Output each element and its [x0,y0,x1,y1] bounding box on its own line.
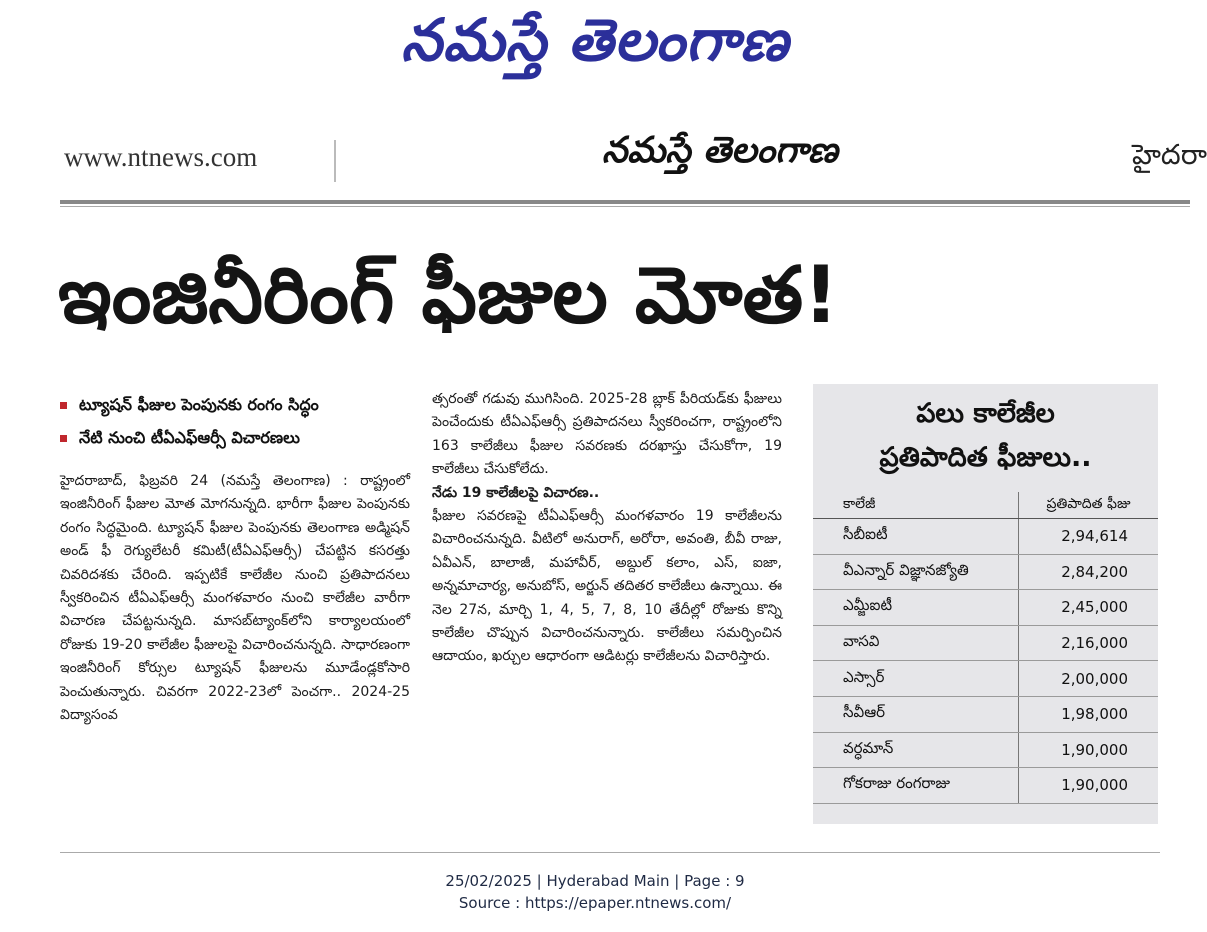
bullet-text: ట్యూషన్ ఫీజుల పెంపునకు రంగం సిద్ధం [79,395,319,414]
college-name: సీబీఐటీ [813,519,1019,555]
proposed-fee: 1,90,000 [1019,768,1159,804]
table-row [813,519,1158,555]
college-name: వీఎన్నార్ విజ్ఞానజ్యోతి [813,554,1019,590]
city-name: హైదరా [1132,138,1207,171]
fee-table [813,492,1158,804]
table-row [813,625,1158,661]
article-column-1: హైదరాబాద్, ఫిబ్రవరి 24 (నమస్తే తెలంగాణ) : రాష్ట్రంలో ఇంజినీరింగ్ ఫీజుల మోత మోగనున్నది. భారీగా ఫీజుల పెంపునకు రంగం సిద్ధమైంది. ట్యూషన్ ఫీజుల పెంపునకు తెలంగాణ అడ్మిషన్ అండ్ ఫీ రెగ్యులేటరీ కమిటీ(టీఏఎఫ్ఆర్సీ) చేపట్టిన కసరత్తు చివరిదశకు చేరింది. ఇప్పటికే కాలేజీల నుంచి ప్రతిపాదనలు స్వీకరించిన టీఏఎఫ్ఆర్సీ మంగళవారం నుంచి కాలేజీల వారీగా విచారణ చేపట్టనున్నది. మాసబ్‌ట్యాంక్‌లోని కార్యాలయంలో రోజుకు 19-20 కాలేజీల ఫీజులపై విచారించనున్నది. సాధారణంగా ఇంజినీరింగ్ కోర్సుల ట్యూషన్ ఫీజులను మూడేండ్లకోసారి పెంచుతున్నారు. చివరగా 2022-23లో పెంచగా.. 2024-25 విద్యాసంవ [60,473,410,724]
article-column-2 [432,388,782,669]
proposed-fee: 1,90,000 [1019,732,1159,768]
footer-source: Source : https://epaper.ntnews.com/ [458,894,732,912]
article-paragraph: త్సరంతో గడువు ముగిసింది. 2025-28 బ్లాక్ పీరియడ్‌కు ఫీజులు పెంచేందుకు టీఏఎఫ్ఆర్సీ ప్రతిపాదనలు స్వీకరించగా, రాష్ట్రంలోని 163 కాలేజీలు ఫీజుల సవరణకు దరఖాస్తు చేసుకోగా, 19 కాలేజీలు చేసుకోలేదు. [432,391,782,478]
bullet-square-icon [60,435,67,442]
bullet-point [60,428,300,451]
proposed-fee: 2,45,000 [1019,590,1159,626]
fee-box-title-line: పలు కాలేజీల [916,398,1055,429]
bullet-text: నేటి నుంచి టీఏఎఫ్ఆర్సీ విచారణలు [79,428,300,447]
header-rule [60,200,1190,204]
college-name: వర్ధమాన్ [813,732,1019,768]
college-name: ఎస్సార్ [813,661,1019,697]
fee-table-header [813,492,1158,519]
fee-table-body [813,519,1158,804]
footer-rule [60,852,1160,853]
header-divider [334,140,336,182]
proposed-fee: 2,94,614 [1019,519,1159,555]
headline: ఇంజినీరింగ్ ఫీజుల మోత! [58,251,839,341]
bullet-square-icon [60,402,67,409]
column-header-college: కాలేజీ [813,492,1019,519]
college-name: వాసవి [813,625,1019,661]
fee-box [813,384,1158,824]
footer-edition-info: 25/02/2025 | Hyderabad Main | Page : 9 [445,872,745,890]
college-name: ఎమ్జీఐటీ [813,590,1019,626]
proposed-fee: 2,16,000 [1019,625,1159,661]
table-row [813,590,1158,626]
proposed-fee: 2,84,200 [1019,554,1159,590]
page-header [0,120,1207,210]
table-row [813,768,1158,804]
header-logo: నమస్తే తెలంగాణ [602,130,838,171]
site-url: www.ntnews.com [64,142,258,172]
article-subhead: నేడు 19 కాలేజీలపై విచారణ.. [432,484,600,501]
header-rule-thin [60,206,1190,207]
fee-box-title [813,392,1158,480]
proposed-fee: 2,00,000 [1019,661,1159,697]
bullet-point [60,395,319,418]
masthead-logo: నమస్తే తెలంగాణ [401,6,789,74]
table-row [813,696,1158,732]
proposed-fee: 1,98,000 [1019,696,1159,732]
table-row [813,554,1158,590]
table-row [813,661,1158,697]
college-name: సీవీఆర్ [813,696,1019,732]
column-header-fee: ప్రతిపాదిత ఫీజు [1019,492,1159,519]
masthead [0,0,1190,90]
fee-box-title-line: ప్రతిపాదిత ఫీజులు.. [879,442,1092,473]
article-paragraph: ఫీజుల సవరణపై టీఏఎఫ్ఆర్సీ మంగళవారం 19 కాలేజీలను విచారించనున్నది. వీటిలో అనురాగ్, అరోరా, అవంతి, బీవీ రాజు, ఏవీఎన్, బాలాజీ, మహావీర్, అబ్దుల్ కలాం, ఎస్, ఐజా, అన్నమాచార్య, అనుబోస్, అర్జున్ తదితర కాలేజీలు ఉన్నాయి. ఈ నెల 27న, మార్చి 1, 4, 5, 7, 8, 10 తేదీల్లో రోజుకు కొన్ని కాలేజీల చొప్పున విచారించనున్నారు. కాలేజీలు సమర్పించిన ఆదాయం, ఖర్చుల ఆధారంగా ఆడిటర్లు కాలేజీలను విచారిస్తారు. [432,508,782,665]
college-name: గోకరాజు రంగరాజు [813,768,1019,804]
table-row [813,732,1158,768]
